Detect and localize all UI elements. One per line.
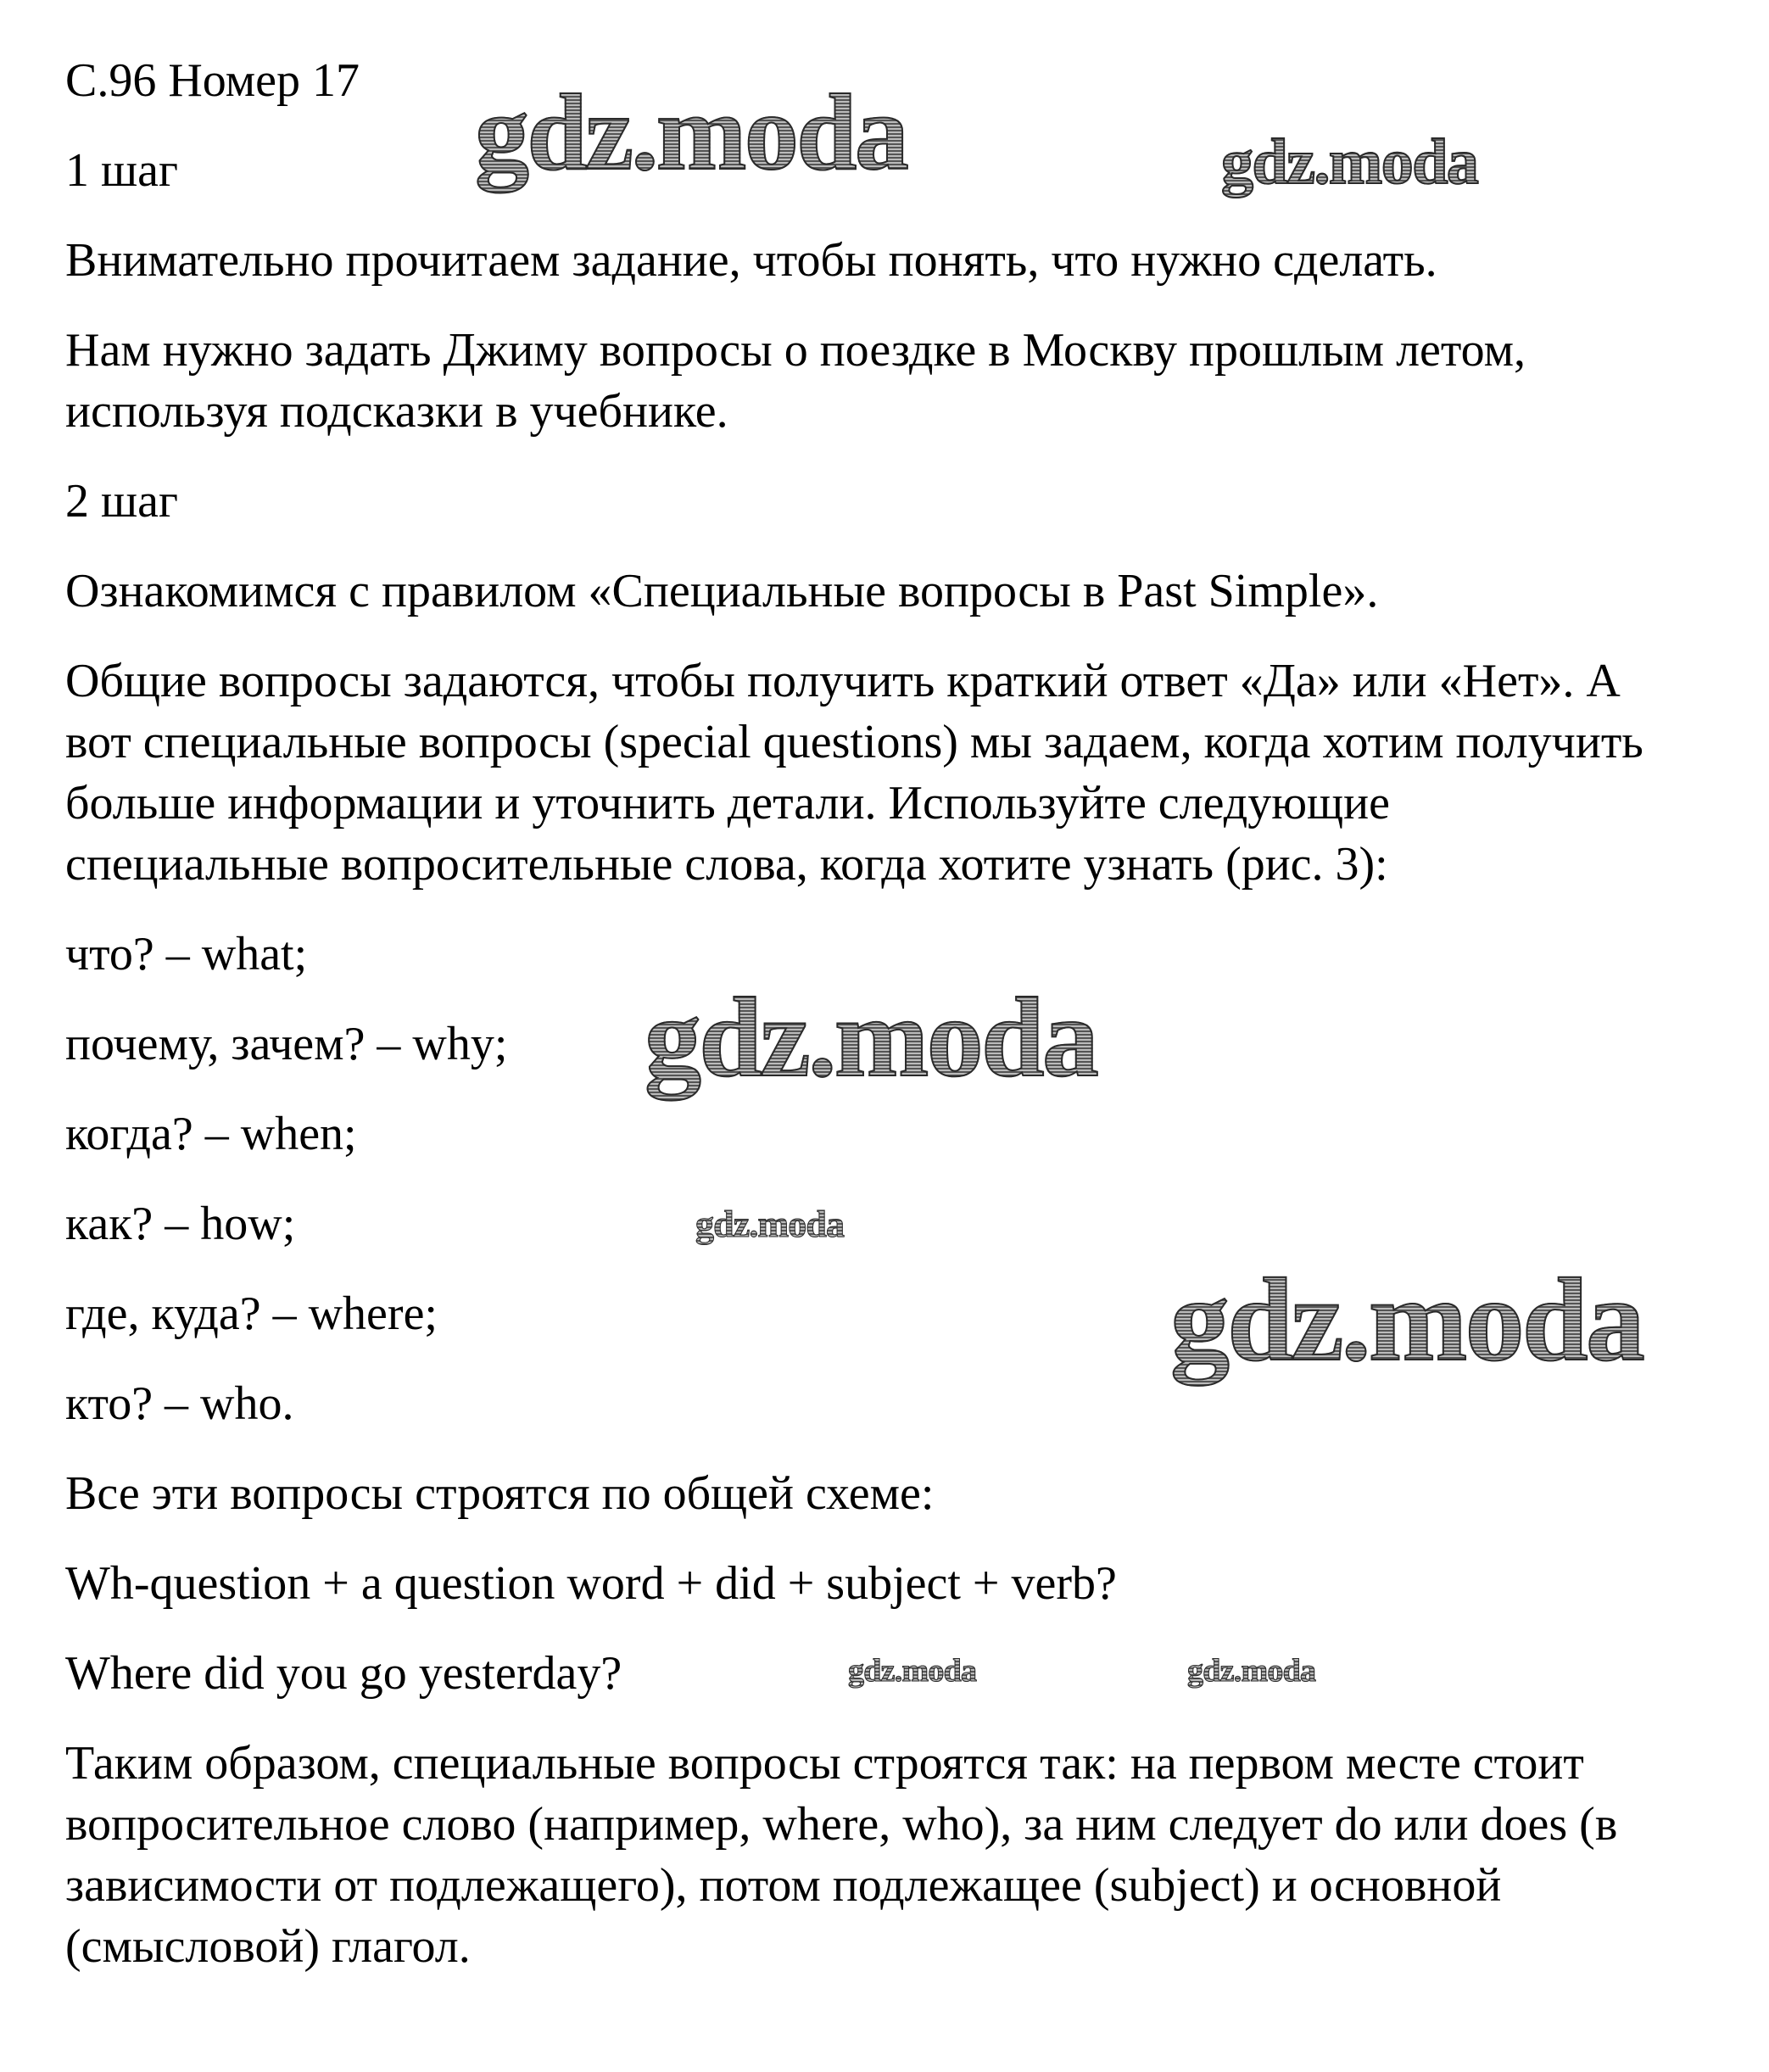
- text-line: Ознакомимся с правилом «Специальные вопросы в Past Simple».: [65, 565, 1379, 617]
- paragraph: [65, 651, 1735, 895]
- text-line: С.96 Номер 17: [65, 54, 360, 107]
- text-line: Wh-question + a question word + did + subject + verb?: [65, 1557, 1117, 1610]
- text-line: где, куда? – where;: [65, 1287, 438, 1340]
- watermark-logo: gdz.moda: [1187, 1653, 1316, 1689]
- paragraph: [65, 230, 1735, 291]
- text-line: когда? – when;: [65, 1108, 357, 1160]
- paragraph: [65, 1553, 1735, 1614]
- watermark-logo: gdz.moda: [1170, 1254, 1643, 1386]
- text-line: Внимательно прочитаем задание, чтобы понять, что нужно сделать.: [65, 234, 1437, 287]
- watermark-logo: gdz.moda: [848, 1653, 977, 1689]
- text-line: вот специальные вопросы (special questions) мы задаем, когда хотим получить: [65, 716, 1643, 768]
- text-line: почему, зачем? – why;: [65, 1018, 508, 1070]
- text-line: Все эти вопросы строятся по общей схеме:: [65, 1467, 935, 1520]
- paragraph: [65, 471, 1735, 532]
- text-line: как? – how;: [65, 1198, 296, 1250]
- text-line: специальные вопросительные слова, когда хотите узнать (рис. 3):: [65, 838, 1388, 891]
- paragraph: [65, 1733, 1735, 1977]
- watermark-logo: gdz.moda: [695, 1204, 845, 1245]
- paragraph: [65, 320, 1735, 442]
- text-line: кто? – who.: [65, 1377, 294, 1430]
- text-line: вопросительное слово (например, where, who), за ним следует do или does (в: [65, 1798, 1618, 1851]
- paragraph: [65, 561, 1735, 622]
- text-line: 1 шаг: [65, 144, 178, 197]
- watermark-logo: gdz.moda: [1221, 126, 1478, 198]
- text-line: Таким образом, специальные вопросы строятся так: на первом месте стоит: [65, 1737, 1584, 1790]
- text-line: 2 шаг: [65, 475, 178, 528]
- watermark-logo: gdz.moda: [475, 72, 907, 193]
- text-line: (смысловой) глагол.: [65, 1920, 471, 1973]
- paragraph: [65, 1103, 1735, 1164]
- text-line: зависимости от подлежащего), потом подлежащее (subject) и основной: [65, 1859, 1502, 1912]
- paragraph: [65, 1463, 1735, 1524]
- watermark-logo: gdz.moda: [645, 975, 1097, 1100]
- text-line: что? – what;: [65, 928, 308, 980]
- paragraph: [65, 1193, 1735, 1254]
- text-line: используя подсказки в учебнике.: [65, 385, 728, 438]
- text-line: Нам нужно задать Джиму вопросы о поездке в Москву прошлым летом,: [65, 324, 1526, 377]
- text-line: Общие вопросы задаются, чтобы получить краткий ответ «Да» или «Нет». А: [65, 655, 1621, 707]
- text-line: больше информации и уточнить детали. Используйте следующие: [65, 777, 1390, 829]
- text-line: Where did you go yesterday?: [65, 1647, 622, 1700]
